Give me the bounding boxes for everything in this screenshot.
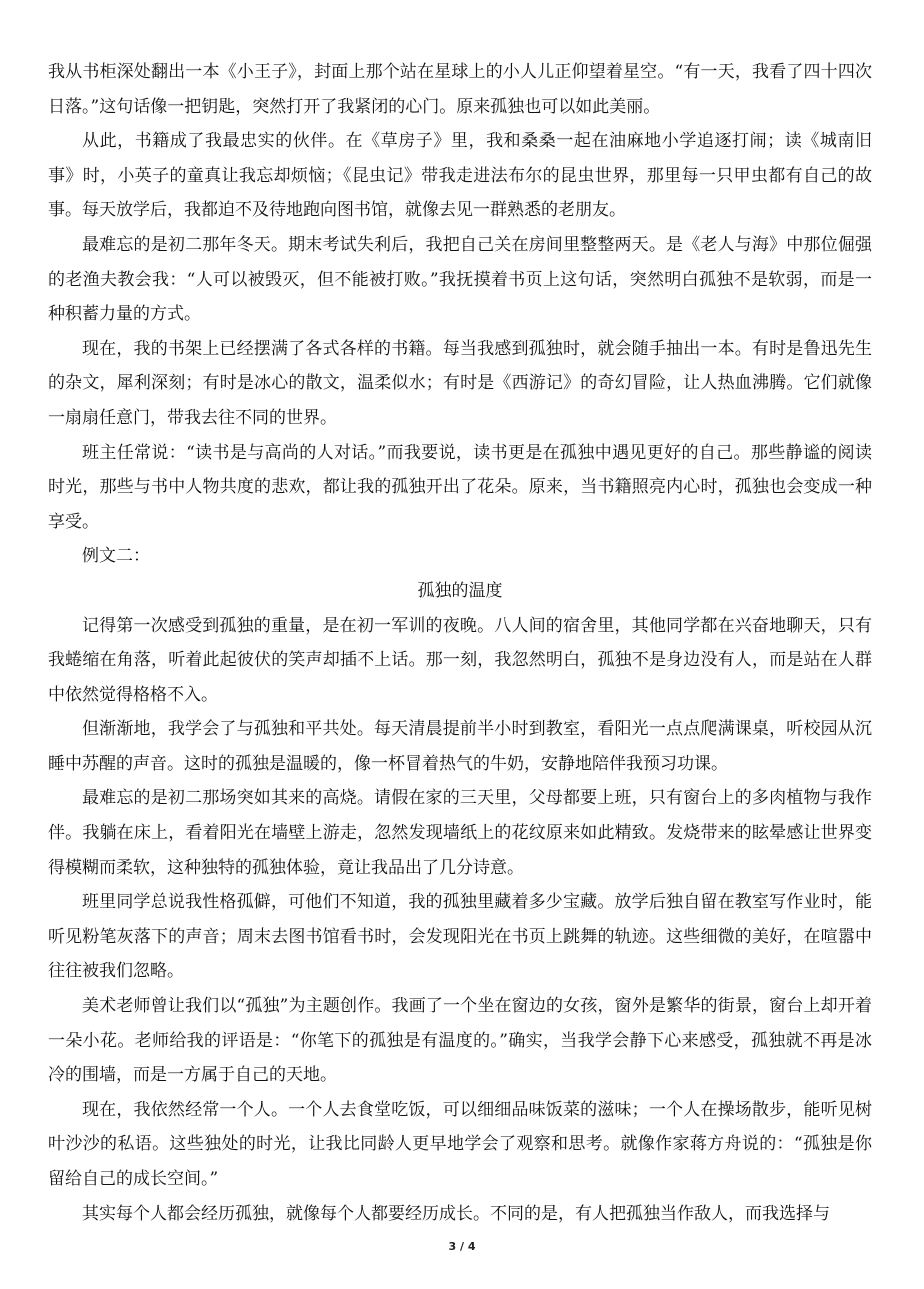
page-number: 3 / 4 [448, 1240, 476, 1253]
essay2-paragraph-4: 班里同学总说我性格孤僻，可他们不知道，我的孤独里藏着多少宝藏。放学后独自留在教室写作业时，能听见粉笔灰落下的声音；周末去图书馆看书时，会发现阳光在书页上跳舞的轨迹。这些细微的美好，在喧嚣中往往被我们忽略。 [48, 892, 872, 982]
essay1-paragraph-2: 从此，书籍成了我最忠实的伙伴。在《草房子》里，我和桑桑一起在油麻地小学追逐打闹；读《城南旧事》时，小英子的童真让我忘却烦恼；《昆虫记》带我走进法布尔的昆虫世界，那里每一只甲虫都有自己的故事。每天放学后，我都迫不及待地跑向图书馆，就像去见一群熟悉的老朋友。 [48, 131, 872, 221]
essay2-paragraph-3: 最难忘的是初二那场突如其来的高烧。请假在家的三天里，父母都要上班，只有窗台上的多肉植物与我作伴。我躺在床上，看着阳光在墙壁上游走，忽然发现墙纸上的花纹原来如此精致。发烧带来的眩晕感让世界变得模糊而柔软，这种独特的孤独体验，竟让我品出了几分诗意。 [48, 788, 872, 878]
essay2-title: 孤独的温度 [417, 580, 503, 601]
essay2-label: 例文二： [82, 546, 150, 567]
essay1-paragraph-1: 我从书柜深处翻出一本《小王子》，封面上那个站在星球上的小人儿正仰望着星空。“有一天，我看了四十四次日落。”这句话像一把钥匙，突然打开了我紧闭的心门。原来孤独也可以如此美丽。 [48, 62, 872, 117]
essay2-paragraph-7: 其实每个人都会经历孤独，就像每个人都要经历成长。不同的是，有人把孤独当作敌人，而我选择与 [82, 1203, 830, 1224]
essay2-paragraph-5: 美术老师曾让我们以“孤独”为主题创作。我画了一个坐在窗边的女孩，窗外是繁华的街景，窗台上却开着一朵小花。老师给我的评语是：“你笔下的孤独是有温度的。”确实，当我学会静下心来感受，孤独就不再是冰冷的围墙，而是一方属于自己的天地。 [48, 996, 872, 1086]
essay1-paragraph-3: 最难忘的是初二那年冬天。期末考试失利后，我把自己关在房间里整整两天。是《老人与海》中那位倔强的老渔夫教会我：“人可以被毁灭，但不能被打败。”我抚摸着书页上这句话，突然明白孤独不是软弱，而是一种积蓄力量的方式。 [48, 234, 872, 325]
document-page [48, 55, 872, 1231]
essay2-paragraph-6: 现在，我依然经常一个人。一个人去食堂吃饭，可以细细品味饭菜的滋味；一个人在操场散步，能听见树叶沙沙的私语。这些独处的时光，让我比同龄人更早地学会了观察和思考。就像作家蒋方舟说的：“孤独是你留给自己的成长空间。” [48, 1099, 872, 1189]
essay1-paragraph-5: 班主任常说：“读书是与高尚的人对话。”而我要说，读书更是在孤独中遇见更好的自己。那些静谧的阅读时光，那些与书中人物共度的悲欢，都让我的孤独开出了花朵。原来，当书籍照亮内心时，孤独也会变成一种享受。 [48, 442, 872, 532]
essay2-paragraph-1: 记得第一次感受到孤独的重量，是在初一军训的夜晚。八人间的宿舍里，其他同学都在兴奋地聊天，只有我蜷缩在角落，听着此起彼伏的笑声却插不上话。那一刻，我忽然明白，孤独不是身边没有人，而是站在人群中依然觉得格格不入。 [48, 615, 872, 705]
essay2-paragraph-2: 但渐渐地，我学会了与孤独和平共处。每天清晨提前半小时到教室，看阳光一点点爬满课桌，听校园从沉睡中苏醒的声音。这时的孤独是温暖的，像一杯冒着热气的牛奶，安静地陪伴我预习功课。 [48, 719, 872, 774]
essay1-paragraph-4: 现在，我的书架上已经摆满了各式各样的书籍。每当我感到孤独时，就会随手抽出一本。有时是鲁迅先生的杂文，犀利深刻；有时是冰心的散文，温柔似水；有时是《西游记》的奇幻冒险，让人热血沸腾。它们就像一扇扇任意门，带我去往不同的世界。 [48, 338, 872, 428]
